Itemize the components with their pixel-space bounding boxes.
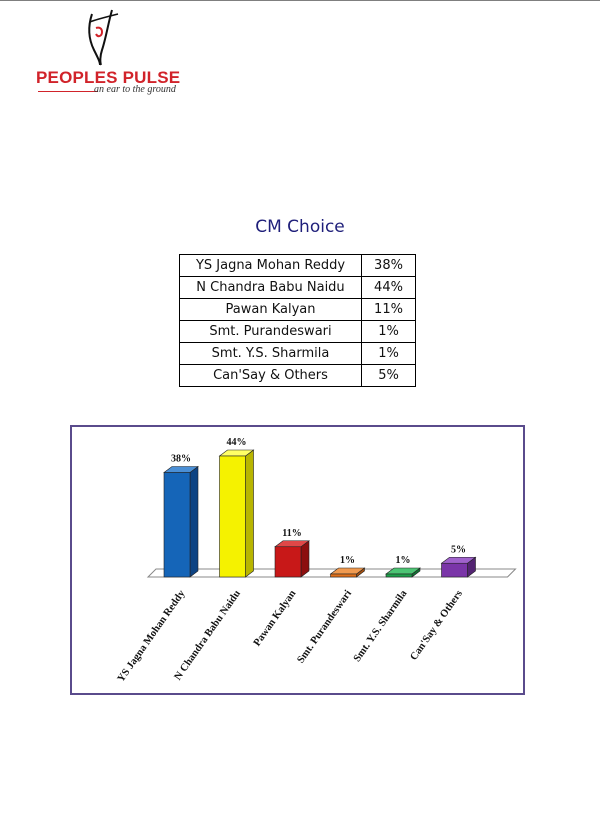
table-row (180, 321, 416, 343)
bar-side (190, 467, 198, 578)
candidate-percent: 5% (362, 365, 416, 387)
logo-tagline: an ear to the ground (94, 84, 176, 95)
candidate-name: Pawan Kalyan (180, 299, 362, 321)
category-label: Smt. Purandeswari (295, 588, 354, 666)
bar-chart (72, 427, 523, 693)
bar (275, 547, 301, 577)
logo-underline (38, 91, 98, 92)
cm-choice-table (179, 254, 416, 387)
logo (34, 6, 184, 98)
category-label: N Chandra Babu Naidu (172, 588, 243, 683)
category-label: Can'Say & Others (408, 588, 465, 663)
data-label: 44% (226, 437, 247, 448)
table-row (180, 343, 416, 365)
candidate-name: N Chandra Babu Naidu (180, 277, 362, 299)
data-label: 1% (395, 555, 411, 566)
candidate-name: Smt. Y.S. Sharmila (180, 343, 362, 365)
bar-side (246, 450, 254, 577)
candidate-name: YS Jagna Mohan Reddy (180, 255, 362, 277)
candidate-percent: 11% (362, 299, 416, 321)
category-label: Pawan Kalyan (251, 588, 299, 649)
bar (164, 473, 190, 578)
table-title: CM Choice (255, 217, 345, 237)
candidate-percent: 44% (362, 277, 416, 299)
table-row (180, 365, 416, 387)
chart-frame (70, 425, 525, 695)
category-label: Smt. Y.S. Sharmila (351, 588, 410, 665)
logo-mark-icon (78, 8, 124, 66)
table-row (180, 277, 416, 299)
candidate-name: Can'Say & Others (180, 365, 362, 387)
bar (386, 574, 412, 577)
candidate-name: Smt. Purandeswari (180, 321, 362, 343)
data-label: 1% (340, 555, 355, 566)
data-label: 11% (282, 527, 302, 539)
data-label: 38% (171, 453, 191, 465)
data-label: 5% (451, 544, 466, 556)
candidate-percent: 1% (362, 343, 416, 365)
logo-name: PEOPLES PULSE (36, 68, 181, 87)
bar (442, 563, 468, 577)
bar (220, 456, 246, 577)
table-row (180, 255, 416, 277)
category-label: YS Jagna Mohan Reddy (115, 588, 188, 685)
page-top-rule (0, 0, 600, 1)
candidate-percent: 38% (362, 255, 416, 277)
bar (331, 574, 357, 577)
table-row (180, 299, 416, 321)
candidate-percent: 1% (362, 321, 416, 343)
